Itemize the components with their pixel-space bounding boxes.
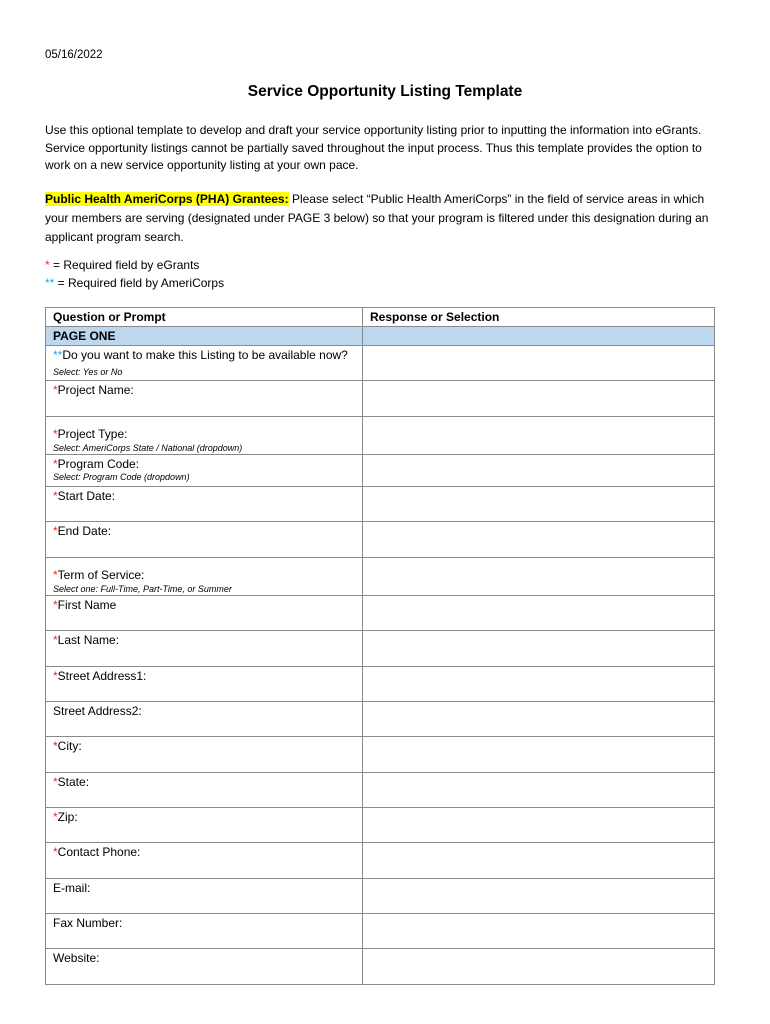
table-row: [46, 522, 715, 558]
response-field[interactable]: [363, 843, 715, 879]
table-row: [46, 773, 715, 808]
response-field[interactable]: [363, 381, 715, 417]
response-field[interactable]: [363, 596, 715, 631]
legend-single-text: = Required field by eGrants: [49, 258, 200, 272]
question-label: End Date:: [57, 524, 112, 538]
question-line: [53, 523, 355, 539]
legend-double-star: **: [45, 275, 55, 290]
question-label: Street Address1:: [57, 669, 147, 683]
question-label: Project Type:: [57, 427, 128, 441]
question-line: [53, 774, 355, 790]
required-marker: **: [53, 348, 63, 362]
question-hint: Select: Yes or No: [53, 367, 123, 377]
intro-paragraph: Use this optional template to develop and draft your service opportunity listing prior to inputting the information into eGrants. Service opportunity listings cannot be partially saved throughout the input process. Thus this template provides the option to work on a new service opportunity listing at your own pace.: [45, 123, 702, 172]
question-hint: Select: Program Code (dropdown): [53, 472, 190, 482]
response-field[interactable]: [363, 667, 715, 702]
response-field[interactable]: [363, 455, 715, 487]
table-row: [46, 879, 715, 914]
question-line: [53, 382, 355, 398]
question-label: E-mail:: [53, 881, 91, 895]
document-title: Service Opportunity Listing Template: [247, 83, 523, 100]
question-cell: [46, 773, 363, 808]
response-field[interactable]: [363, 773, 715, 808]
question-cell: [46, 455, 363, 487]
question-line: [53, 703, 355, 719]
question-label: Program Code:: [57, 457, 140, 471]
col-response-header: Response or Selection: [363, 308, 715, 327]
question-line: [53, 347, 355, 379]
question-label: Term of Service:: [57, 568, 145, 582]
response-field[interactable]: [363, 879, 715, 914]
question-cell: [46, 737, 363, 773]
section-response-cell: [363, 327, 715, 346]
table-row: [46, 381, 715, 417]
table-row: [46, 949, 715, 985]
required-marker: *: [53, 845, 58, 859]
question-line: [53, 597, 355, 613]
question-label: Project Name:: [57, 383, 134, 397]
pha-text: Please select “Public Health AmeriCorps” in the field of service areas in which your members are serving (designated under PAGE 3 below) so that your program is filtered under this designation during an applicant program search.: [45, 192, 709, 244]
table-row: [46, 487, 715, 522]
required-marker: *: [53, 427, 58, 441]
question-label: Do you want to make this Listing to be available now?: [62, 348, 348, 362]
required-marker: *: [53, 383, 58, 397]
table-row: [46, 631, 715, 667]
question-line: [53, 488, 355, 504]
question-line: [53, 632, 355, 648]
required-marker: *: [53, 568, 58, 582]
response-field[interactable]: [363, 346, 715, 381]
table-header-row: [46, 308, 715, 327]
required-marker: *: [53, 810, 58, 824]
question-label: Last Name:: [57, 633, 120, 647]
question-line: [53, 950, 355, 966]
response-field[interactable]: [363, 737, 715, 773]
question-label: City:: [57, 739, 82, 753]
question-hint: Select one: Full-Time, Part-Time, or Summer: [53, 584, 232, 594]
question-label: Contact Phone:: [57, 845, 141, 859]
response-field[interactable]: [363, 808, 715, 843]
question-cell: [46, 417, 363, 455]
required-marker: *: [53, 775, 58, 789]
required-marker: *: [53, 669, 58, 683]
question-label: Zip:: [57, 810, 78, 824]
table-row: [46, 558, 715, 596]
legend-americorps: [45, 275, 224, 293]
pha-paragraph: [45, 190, 730, 247]
pha-highlight-label: Public Health AmeriCorps (PHA) Grantees:: [45, 192, 289, 206]
question-cell: [46, 596, 363, 631]
question-cell: [46, 808, 363, 843]
col-question-header: Question or Prompt: [46, 308, 363, 327]
required-legend: [45, 257, 224, 292]
table-row: [46, 667, 715, 702]
response-field[interactable]: [363, 631, 715, 667]
question-label: First Name: [57, 598, 117, 612]
question-line: [53, 809, 355, 825]
question-cell: [46, 667, 363, 702]
question-label: Start Date:: [57, 489, 116, 503]
section-label: PAGE ONE: [46, 327, 363, 346]
required-marker: *: [53, 489, 58, 503]
legend-double-text: = Required field by AmeriCorps: [54, 275, 225, 290]
legend-single-star: *: [45, 258, 50, 272]
table-row: [46, 702, 715, 737]
table-row: [46, 455, 715, 487]
required-marker: *: [53, 739, 58, 753]
question-line: [53, 668, 355, 684]
table-row: [46, 346, 715, 381]
response-field[interactable]: [363, 558, 715, 596]
question-line: [53, 915, 355, 931]
response-field[interactable]: [363, 949, 715, 985]
response-field[interactable]: [363, 522, 715, 558]
question-label: Website:: [53, 951, 100, 965]
required-marker: *: [53, 633, 58, 647]
question-line: [53, 456, 355, 472]
required-marker: *: [53, 524, 58, 538]
question-cell: [46, 522, 363, 558]
question-line: [53, 738, 355, 754]
table-row: [46, 737, 715, 773]
question-cell: [46, 346, 363, 381]
response-field[interactable]: [363, 417, 715, 455]
required-marker: *: [53, 457, 58, 471]
listing-form-table: [45, 307, 715, 985]
response-field[interactable]: [363, 487, 715, 522]
question-label: State:: [57, 775, 90, 789]
required-marker: *: [53, 598, 58, 612]
response-field[interactable]: [363, 914, 715, 949]
question-line: [53, 567, 355, 583]
question-cell: [46, 879, 363, 914]
table-row: [46, 843, 715, 879]
question-label: Fax Number:: [53, 916, 123, 930]
question-hint: Select: AmeriCorps State / National (dropdown): [53, 443, 243, 453]
question-cell: [46, 631, 363, 667]
question-line: [53, 880, 355, 896]
response-field[interactable]: [363, 702, 715, 737]
table-row: [46, 417, 715, 455]
document-date: 05/16/2022: [45, 49, 103, 61]
table-row: [46, 914, 715, 949]
question-cell: [46, 487, 363, 522]
question-cell: [46, 843, 363, 879]
question-cell: [46, 381, 363, 417]
question-cell: [46, 914, 363, 949]
section-row-page-one: [46, 327, 715, 346]
question-line: [53, 426, 355, 442]
question-cell: [46, 702, 363, 737]
question-line: [53, 844, 355, 860]
table-row: [46, 596, 715, 631]
legend-egrants: [45, 257, 224, 275]
question-label: Street Address2:: [53, 704, 142, 718]
question-cell: [46, 949, 363, 985]
question-cell: [46, 558, 363, 596]
table-row: [46, 808, 715, 843]
